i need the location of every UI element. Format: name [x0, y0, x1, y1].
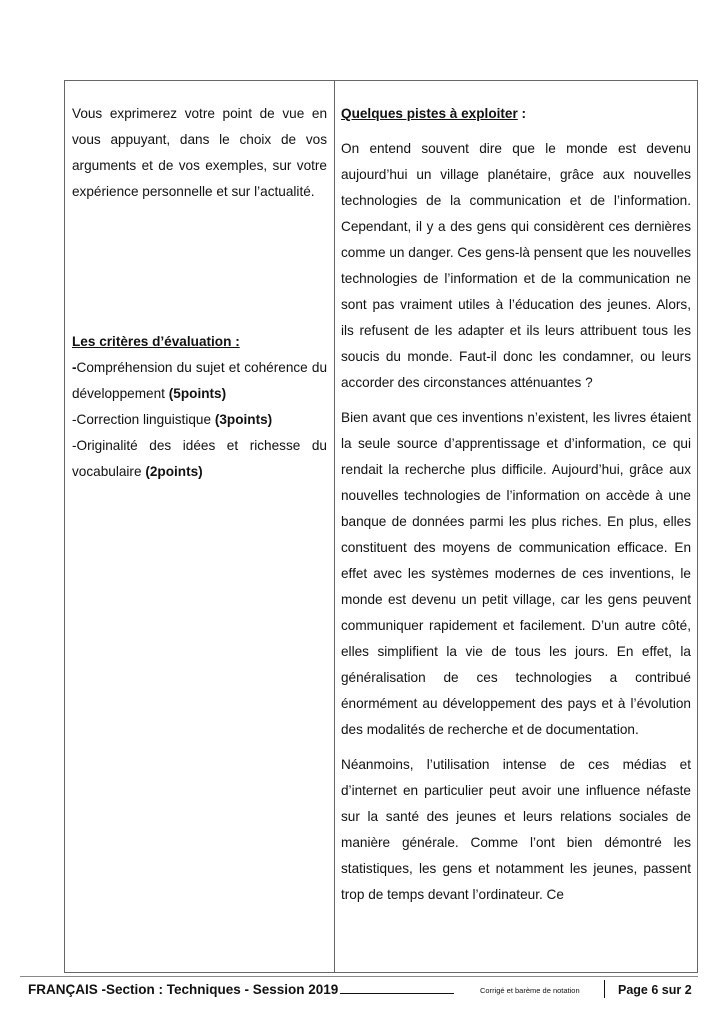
criteria-block [72, 329, 327, 485]
criterion-1: -Compréhension du sujet et cohérence du développement (5points) [72, 360, 327, 401]
criterion-3: -Originalité des idées et richesse du vocabulaire (2points) [72, 438, 327, 479]
intro-text: Vous exprimerez votre point de vue en vous appuyant, dans le choix de vos arguments et de vos exemples, sur votre expérience personnelle et sur l’actualité. [72, 106, 327, 199]
footer-note: Corrigé et barème de notation [480, 986, 580, 995]
paragraph-2: Bien avant que ces inventions n’existent, les livres étaient la seule source d’apprentissage et d’information, ce qui rendait la recherche plus difficile. Aujourd’hui, grâce aux nouvelles technologies de l’information on accède à une banque de données parmi les plus riches. En plus, elles constituent des moyens de communication efficace. En effet avec les systèmes modernes de ces inventions, le monde est devenu un petit village, car les gens peuvent communiquer rapidement et facilement. D’un autre côté, elles simplifient la vie de tous les jours. En effet, la généralisation de ces technologies a contribué énormément au développement des pays et à l’évolution des modalités de recherche et de documentation. [341, 410, 691, 737]
paragraph-1: On entend souvent dire que le monde est devenu aujourd’hui un village planétaire, grâce aux nouvelles technologies de la communication et de l’information. Cependant, il y a des gens qui considèrent ces dernières comme un danger. Ces gens-là pensent que les nouvelles technologies de l’information et de la communication ne sont pas vraiment utiles à l’éducation des jeunes. Alors, ils refusent de les adapter et ils leurs attribuent tous les soucis du monde. Faut-il donc les condamner, ou leurs accorder des circonstances atténuantes ? [341, 141, 691, 390]
footer-divider [20, 976, 698, 977]
footer-title: FRANÇAIS -Section : Techniques - Session 2019 [28, 982, 454, 997]
left-column [65, 81, 335, 972]
pistes-heading: Quelques pistes à exploiter : [341, 106, 527, 121]
page-footer [0, 976, 720, 1018]
page-number: Page 6 sur 2 [618, 983, 692, 997]
criterion-2: -Correction linguistique (3points) [72, 412, 273, 427]
criteria-heading: Les critères d’évaluation : [72, 334, 240, 349]
content-table [64, 80, 698, 973]
footer-separator [604, 980, 605, 998]
paragraph-3: Néanmoins, l’utilisation intense de ces médias et d’internet en particulier peut avoir une influence néfaste sur la santé des jeunes et leurs relations sociales de manière générale. Comme l’ont bien démontré les statistiques, les gens et notamment les jeunes, passent trop de temps devant l’ordinateur. Ce [341, 757, 691, 902]
right-column [335, 81, 697, 972]
